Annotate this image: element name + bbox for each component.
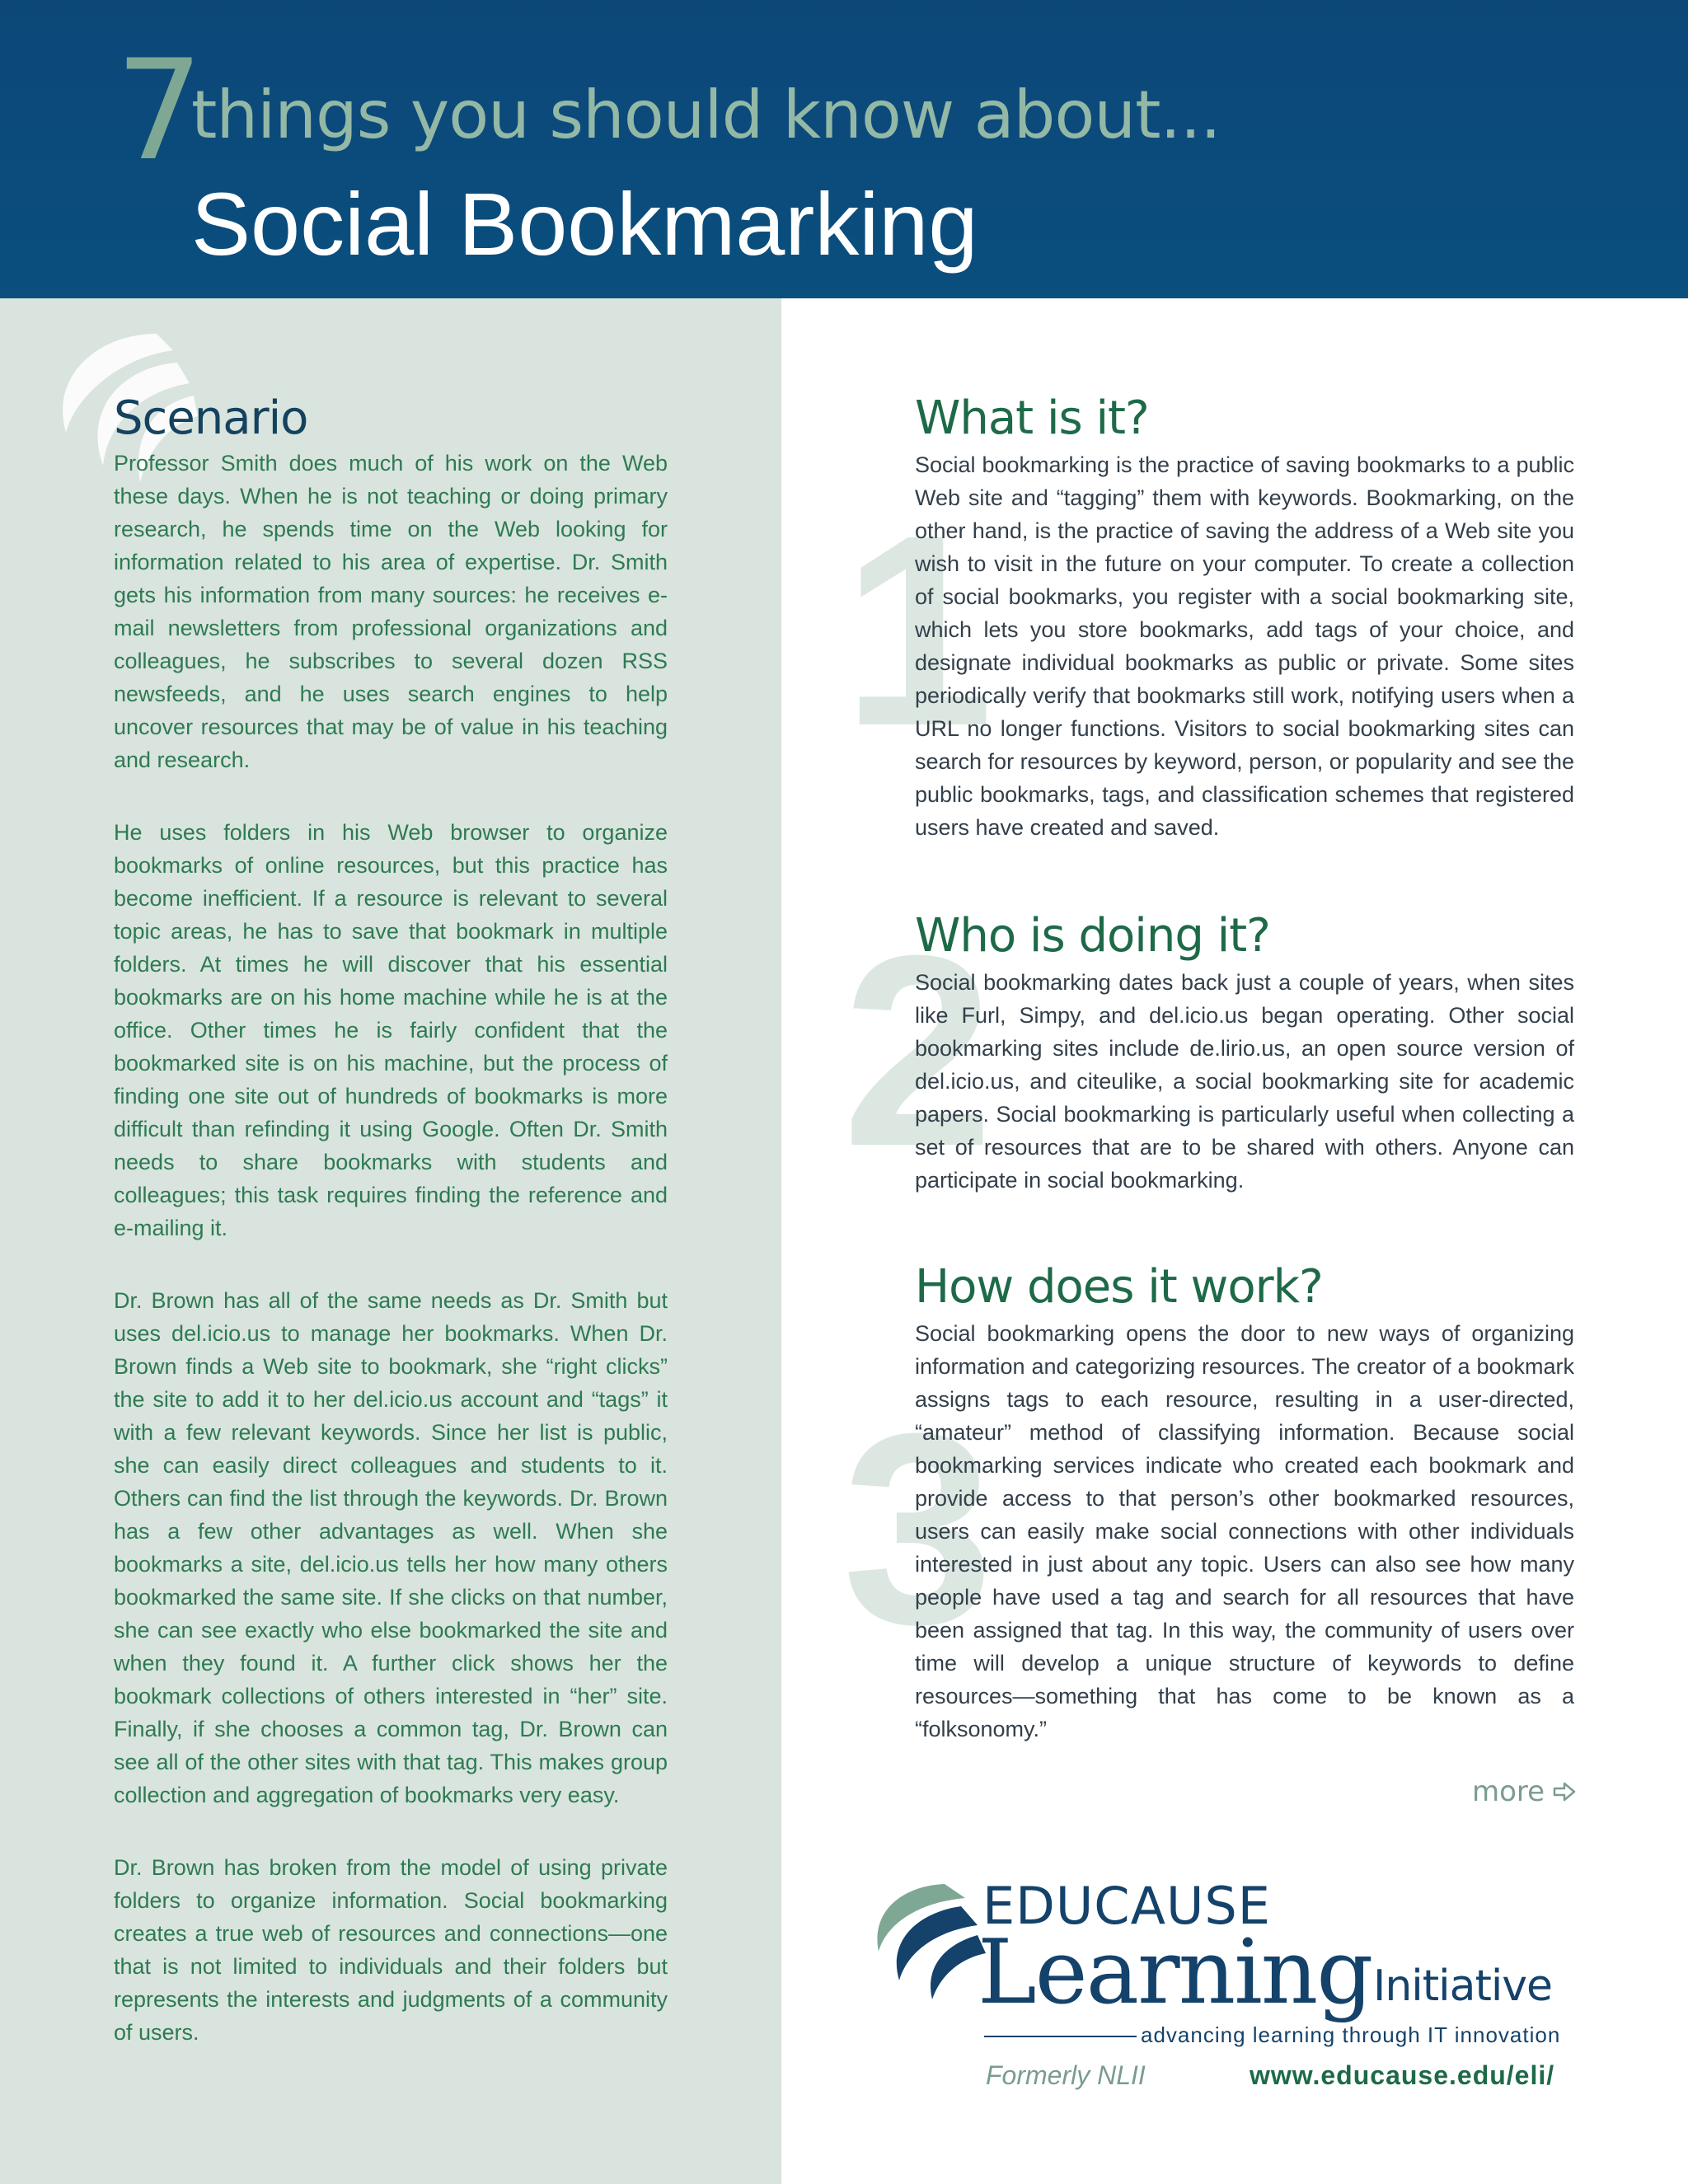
scenario-paragraph: Professor Smith does much of his work on the Web these days. When he is not teaching or doing primary research, he spends time on the Web looking for information related to his area of expertise. Dr. Smith gets his information from many sources: he receives e-mail newsletters from professional organizations and colleagues, he subscribes to several dozen RSS newsfeeds, and he uses search engines to help uncover resources that may be of value in his teaching and research. [114, 451, 668, 772]
section-heading: What is it? [915, 391, 1149, 445]
section-who-is-doing-it [915, 909, 1574, 1197]
header-number: 7 [115, 30, 204, 191]
scenario-heading: Scenario [114, 391, 308, 445]
section-heading: How does it work? [915, 1260, 1323, 1314]
section-heading: Who is doing it? [915, 909, 1270, 963]
section-body: Social bookmarking is the practice of saving bookmarks to a public Web site and “tagging” them with keywords. Bookmarking, on the other hand, is the practice of saving the address of a Web site you wish to visit in the future on your computer. To create a collection of social bookmarks, you register with a social bookmarking site, which lets you store bookmarks, add tags of your choice, and designate individual bookmarks as public or private. Some sites periodically verify that bookmarks still work, notifying users when a URL no longer functions. Visitors to social bookmarking sites can search for resources by keyword, person, or popularity and see the public bookmarks, tags, and classification schemes that registered users have created and saved. [915, 452, 1574, 840]
more-link[interactable] [1472, 1775, 1576, 1808]
formerly-note: Formerly NLII [986, 2060, 1146, 2090]
more-label: more [1472, 1775, 1545, 1808]
scenario-body [114, 447, 668, 2088]
logo-learning: Learning [978, 1921, 1372, 2024]
page-title: Social Bookmarking [191, 174, 978, 274]
section-how-does-it-work [915, 1260, 1574, 1746]
logo-initiative: Initiative [1373, 1961, 1553, 2011]
scenario-paragraph: Dr. Brown has all of the same needs as Dr. Smith but uses del.icio.us to manage her bookmarks. When Dr. Brown finds a Web site to bookmark, she “right clicks” the site to add it to her del.icio.us account and “tags” it with a few relevant keywords. Since her list is public, she can easily direct colleagues and students to it. Others can find the list through the keywords. Dr. Brown has a few other advantages as well. When she bookmarks a site, del.icio.us tells her how many others bookmarked the same site. If she clicks on that number, she can see exactly who else bookmarked the site and when they found it. A further click shows her the bookmark collections of others interested in “her” site. Finally, if she chooses a common tag, Dr. Brown can see all of the other sites with that tag. This makes group collection and aggregation of bookmarks very easy. [114, 1288, 668, 1807]
section-body: Social bookmarking opens the door to new ways of organizing information and categorizing resources. The creator of a bookmark assigns tags to each resource, resulting in a user-directed, “amateur” method of classifying information. Because social bookmarking services indicate who created each bookmark and provide access to that person’s other bookmarked resources, users can easily make social connections with other individuals interested in just about any topic. Users can also see how many people have used a tag and search for all resources that have been assigned that tag. In this way, the community of users over time will develop a unique structure of keywords to define resources—something that has come to be known as a “folksonomy.” [915, 1321, 1574, 1741]
educause-logo-icon [854, 1877, 986, 2001]
scenario-paragraph: Dr. Brown has broken from the model of using private folders to organize information. Social bookmarking creates a true web of resources and connections—one that is not limited to individuals and their folders but represents the interests and judgments of a community of users. [114, 1855, 668, 2045]
section-number-3: 3 [842, 1376, 994, 1680]
section-number-2: 2 [842, 898, 994, 1202]
arrow-right-icon [1553, 1782, 1576, 1802]
section-number-1: 1 [842, 478, 994, 782]
section-what-is-it [915, 391, 1574, 844]
website-link[interactable]: www.educause.edu/eli/ [1250, 2060, 1555, 2090]
header-banner [0, 0, 1688, 298]
header-kicker: things you should know about... [191, 77, 1221, 153]
logo-tagline: advancing learning through IT innovation [1141, 2022, 1561, 2047]
logo-educause: EDUCAUSE [982, 1876, 1271, 1936]
logo-divider [984, 2036, 1137, 2037]
section-body: Social bookmarking dates back just a couple of years, when sites like Furl, Simpy, and del.icio.us began operating. Other social bookmarking sites include de.lirio.us, an open source version of del.icio.us, and citeulike, a social bookmarking site for academic papers. Social bookmarking is particularly useful when collecting a set of resources that are to be shared with others. Anyone can participate in social bookmarking. [915, 970, 1574, 1193]
scenario-paragraph: He uses folders in his Web browser to organize bookmarks of online resources, but this practice has become inefficient. If a resource is relevant to several topic areas, he has to save that bookmark in multiple folders. At times he will discover that his essential bookmarks are on his home machine while he is at the office. Other times he is fairly confident that the bookmarked site is on his machine, but the process of finding one site out of hundreds of bookmarks is more difficult than refinding it using Google. Often Dr. Smith needs to share bookmarks with students and colleagues; this task requires finding the reference and e-mailing it. [114, 820, 668, 1240]
